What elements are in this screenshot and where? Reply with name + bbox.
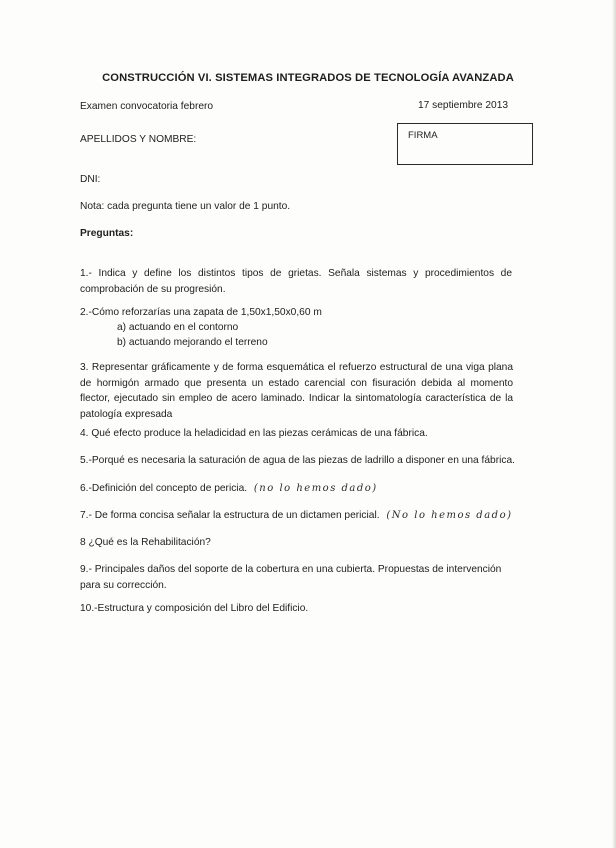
exam-date: 17 septiembre 2013 <box>418 100 509 111</box>
question-6 <box>80 483 378 494</box>
question-3: 3. Representar gráficamente y de forma esquemática el refuerzo estructural de una viga plana de hormigón armado que presenta un estado carencial con fisuración debida al momento flector, ejecutado sin empleo de acero laminado. Indicar la sintomatología característica de la patología expresada <box>80 362 513 420</box>
question-1: 1.- Indica y define los distintos tipos de grietas. Señala sistemas y procedimientos de comprobación de su progresión. <box>80 268 512 295</box>
question-7-text: 7.- De forma concisa señalar la estructura de un dictamen pericial. <box>80 510 380 521</box>
exam-title: CONSTRUCCIÓN VI. SISTEMAS INTEGRADOS DE TECNOLOGÍA AVANZADA <box>102 72 514 84</box>
question-2b: b) actuando mejorando el terreno <box>117 337 268 348</box>
handwritten-note-6: (no lo hemos dado) <box>253 483 378 494</box>
exam-convocatoria: Examen convocatoria febrero <box>80 101 214 112</box>
question-8: 8 ¿Qué es la Rehabilitación? <box>80 537 211 548</box>
note-text: Nota: cada pregunta tiene un valor de 1 punto. <box>80 201 291 212</box>
signature-box <box>397 123 533 165</box>
question-6-text: 6.-Definición del concepto de pericia. <box>80 483 248 494</box>
question-9: 9.- Principales daños del soporte de la cobertura en una cubierta. Propuestas de intervención para su corrección. <box>80 564 502 591</box>
page-edge <box>612 0 616 848</box>
question-10: 10.-Estructura y composición del Libro del Edificio. <box>80 603 309 614</box>
name-label: APELLIDOS Y NOMBRE: <box>80 134 197 145</box>
question-7 <box>80 510 513 521</box>
question-5: 5.-Porqué es necesaria la saturación de agua de las piezas de ladrillo a disponer en una fábrica. <box>80 455 515 466</box>
question-2a: a) actuando en el contorno <box>117 322 239 333</box>
questions-heading: Preguntas: <box>80 228 134 239</box>
question-4: 4. Qué efecto produce la heladicidad en las piezas cerámicas de una fábrica. <box>80 428 428 439</box>
question-2: 2.-Cómo reforzarías una zapata de 1,50x1,50x0,60 m <box>80 307 322 318</box>
dni-label: DNI: <box>80 174 101 185</box>
handwritten-note-7: (No lo hemos dado) <box>386 510 513 521</box>
signature-label: FIRMA <box>408 130 438 141</box>
